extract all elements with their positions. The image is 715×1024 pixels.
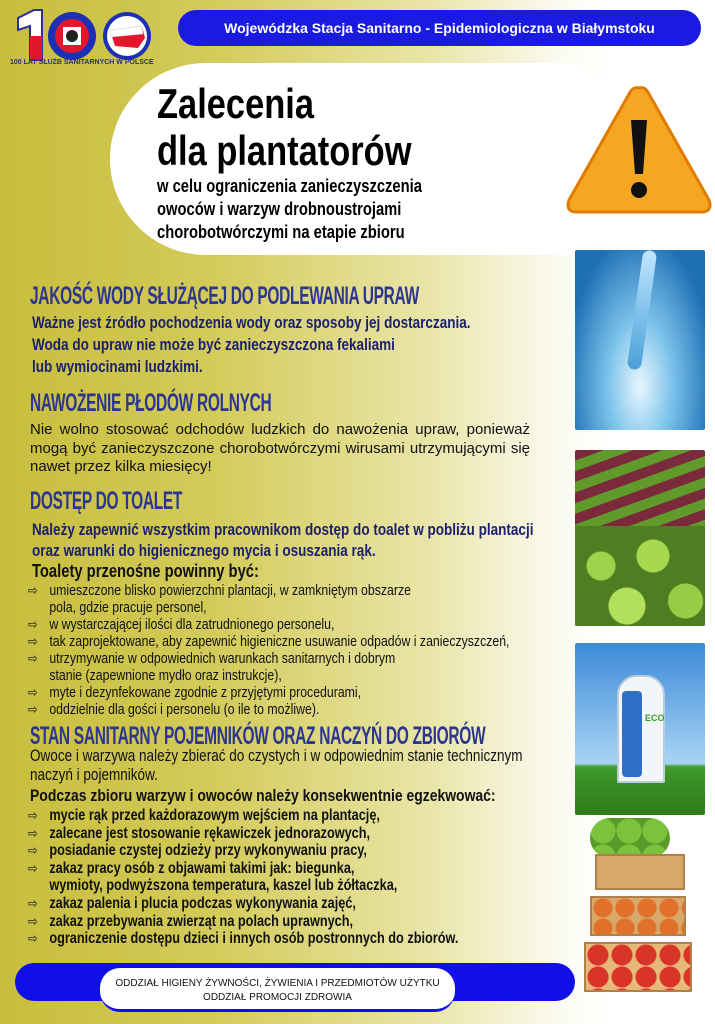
institution-header: Wojewódzka Stacja Sanitarno - Epidemiologiczna w Białymstoku xyxy=(178,10,701,46)
list-item: ⇨ zakaz palenia i plucia podczas wykonywania zajęć, xyxy=(28,894,356,912)
list-item: ⇨ zakaz przebywania zwierząt na polach uprawnych, xyxy=(28,912,354,930)
arrow-right-icon: ⇨ xyxy=(28,616,38,632)
arrow-right-icon: ⇨ xyxy=(28,859,38,876)
toilet-label: ECO xyxy=(645,713,665,723)
toilets-text-line2: oraz warunki do higienicznego mycia i osuszania rąk. xyxy=(32,542,376,560)
toilets-subheading: Toalety przenośne powinny być: xyxy=(32,561,259,581)
section-heading-water: JAKOŚĆ WODY SŁUŻĄCEJ DO PODLEWANIA UPRAW xyxy=(30,282,419,310)
list-item: ⇨ zalecane jest stosowanie rękawiczek jednorazowych, xyxy=(28,824,371,842)
arrow-right-icon: ⇨ xyxy=(28,912,38,929)
section-heading-containers: STAN SANITARNY POJEMNIKÓW ORAZ NACZYŃ DO ZBIORÓW xyxy=(30,722,486,750)
footer-line2: ODDZIAŁ PROMOCJI ZDROWIA xyxy=(203,992,352,1003)
subtitle-line2: owoców i warzyw drobnoustrojami xyxy=(157,199,402,219)
containers-subheading: Podczas zbioru warzyw i owoców należy konsekwentnie egzekwować: xyxy=(30,786,496,805)
toilets-text-line1: Należy zapewnić wszystkim pracownikom dostęp do toalet w pobliżu plantacji xyxy=(32,521,534,539)
containers-text-line2: naczyń i pojemników. xyxy=(30,766,158,784)
page-title-line1: Zalecenia xyxy=(157,80,314,127)
logo-caption: 100 LAT SŁUŻB SANITARNYCH W POLSCE xyxy=(10,59,154,66)
fertilization-text: Nie wolno stosować odchodów ludzkich do nawożenia upraw, ponieważ mogą być zanieczyszczone chorobotwórczymi wirusami utrzymującymi się nawet przez kilka miesięcy! xyxy=(30,421,530,475)
arrow-right-icon: ⇨ xyxy=(28,842,38,859)
arrow-right-icon: ⇨ xyxy=(28,701,38,717)
list-item: ⇨ myte i dezynfekowane zgodnie z przyjętymi procedurami, xyxy=(28,684,362,701)
arrow-right-icon: ⇨ xyxy=(28,807,38,823)
water-splash-image xyxy=(575,250,705,430)
arrow-right-icon: ⇨ xyxy=(28,824,38,841)
portable-toilet-image xyxy=(575,643,705,815)
section-heading-fertilization: NAWOŻENIE PŁODÓW ROLNYCH xyxy=(30,389,272,417)
list-item: ⇨ zakaz pracy osób z objawami takimi jak: biegunka, wymioty, podwyższona temperatura, kaszel lub żółtaczka, xyxy=(28,859,398,895)
list-item: ⇨ umieszczone blisko powierzchni plantacji, w zamkniętym obszarze pola, gdzie pracuje personel, xyxy=(28,582,411,616)
list-item: ⇨ tak zaprojektowane, aby zapewnić higieniczne usuwanie odpadów i zanieczyszczeń, xyxy=(28,633,510,650)
water-text-line1: Ważne jest źródło pochodzenia wody oraz sposoby jej dostarczania. xyxy=(32,314,471,332)
subtitle-line3: chorobotwórczymi na etapie zbioru xyxy=(157,222,405,242)
arrow-right-icon: ⇨ xyxy=(28,650,38,666)
arrow-right-icon: ⇨ xyxy=(28,930,38,947)
footer-departments xyxy=(100,968,455,1012)
arrow-right-icon: ⇨ xyxy=(28,582,38,598)
list-item: ⇨ ograniczenie dostępu dzieci i innych osób postronnych do zbiorów. xyxy=(28,930,459,948)
subtitle-line1: w celu ograniczenia zanieczyszczenia xyxy=(157,176,422,196)
section-heading-toilets: DOSTĘP DO TOALET xyxy=(30,487,183,515)
arrow-right-icon: ⇨ xyxy=(28,633,38,649)
containers-text-line1: Owoce i warzywa należy zbierać do czystych i w odpowiednim stanie technicznym xyxy=(30,747,523,765)
water-text-line3: lub wymiocinami ludzkimi. xyxy=(32,358,203,376)
page-title-line2: dla plantatorów xyxy=(157,127,412,174)
arrow-right-icon: ⇨ xyxy=(28,894,38,911)
toilets-list xyxy=(28,582,553,718)
water-text-line2: Woda do upraw nie może być zanieczyszczona fekaliami xyxy=(32,336,395,354)
list-item: ⇨ posiadanie czystej odzieży przy wykonywaniu pracy, xyxy=(28,842,367,860)
list-item: ⇨ w wystarczającej ilości dla zatrudnionego personelu, xyxy=(28,616,335,633)
lettuce-field-image xyxy=(575,450,705,626)
footer-line1: ODDZIAŁ HIGIENY ŻYWNOŚCI, ŻYWIENIA I PRZEDMIOTÓW UŻYTKU xyxy=(115,978,440,989)
arrow-right-icon: ⇨ xyxy=(28,684,38,700)
vegetable-crates-image xyxy=(580,818,710,1000)
list-item: ⇨ oddzielnie dla gości i personelu (o ile to możliwe). xyxy=(28,701,320,718)
harvest-list xyxy=(28,807,553,948)
warning-triangle-icon xyxy=(563,82,715,218)
list-item: ⇨ mycie rąk przed każdorazowym wejściem na plantację, xyxy=(28,807,380,824)
list-item: ⇨ utrzymywanie w odpowiednich warunkach sanitarnych i dobrym stanie (zapewnione mydło oraz instrukcje), xyxy=(28,650,396,684)
